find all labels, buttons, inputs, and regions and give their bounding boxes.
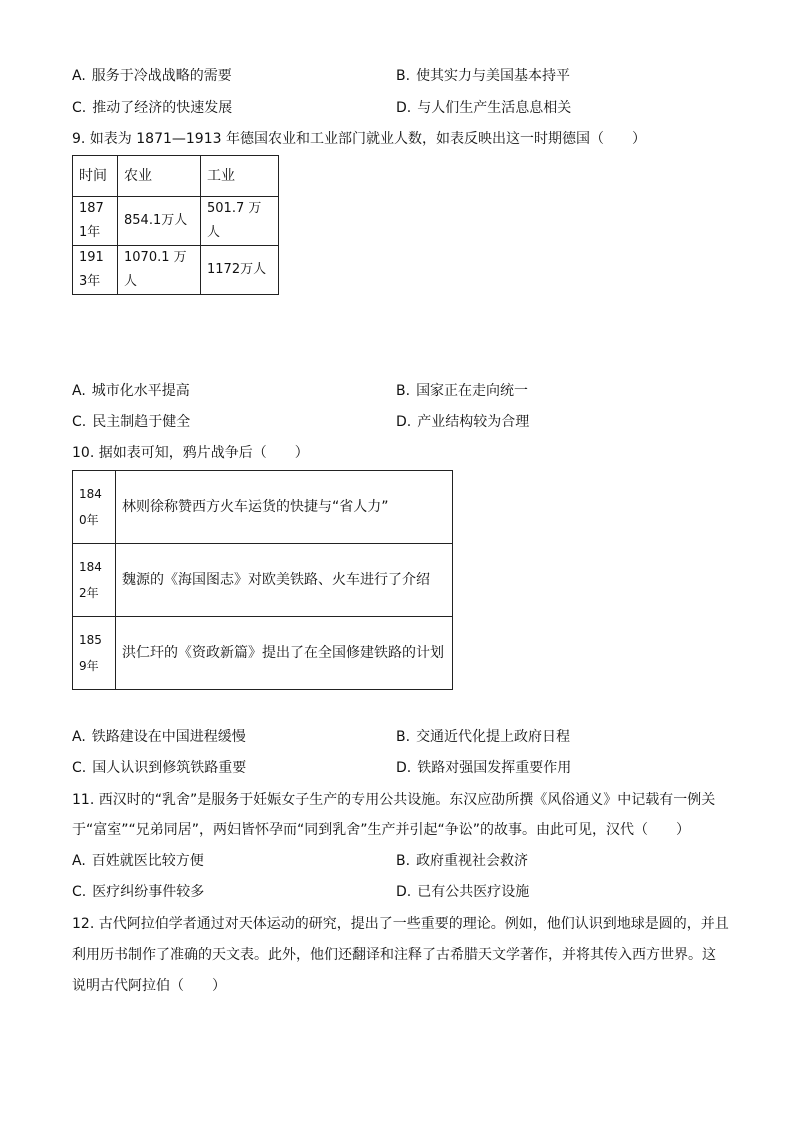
option-text: 政府重视社会救济	[416, 853, 529, 869]
option-text: 与人们生产生活息息相关	[417, 100, 572, 116]
option-label: C.	[72, 760, 87, 776]
option-text: 铁路对强国发挥重要作用	[417, 760, 572, 776]
option-text: 产业结构较为合理	[417, 414, 530, 430]
table-cell-event: 林则徐称赞西方火车运货的快捷与“省人力”	[116, 471, 453, 544]
option-text: 国人认识到修筑铁路重要	[92, 760, 247, 776]
q8-option-c[interactable]	[72, 98, 232, 118]
q11-option-a[interactable]	[72, 851, 204, 871]
table-cell-year: 1859年	[73, 617, 116, 690]
q10-option-b[interactable]	[396, 727, 570, 747]
table-row	[73, 246, 279, 295]
q9-option-d[interactable]	[396, 412, 529, 432]
q10-stem: 10. 据如表可知，鸦片战争后（ ）	[72, 445, 309, 461]
q11-stem-line-1: 11. 西汉时的“乳舍”是服务于妊娠女子生产的专用公共设施。东汉应劭所撰《风俗通义》中记载有一例关	[72, 792, 716, 808]
q12-stem-line-1: 12. 古代阿拉伯学者通过对天体运动的研究，提出了一些重要的理论。例如，他们认识到地球是圆的，并且	[72, 916, 729, 932]
option-label: B.	[396, 383, 411, 399]
table-cell: 854.1万人	[118, 197, 201, 246]
option-label: C.	[72, 414, 87, 430]
option-text: 铁路建设在中国进程缓慢	[91, 729, 246, 745]
option-text: 已有公共医疗设施	[417, 884, 530, 900]
q8-option-b[interactable]	[396, 66, 570, 86]
q9-stem: 9. 如表为 1871—1913 年德国农业和工业部门就业人数，如表反映出这一时期德国（ ）	[72, 131, 646, 147]
q8-option-d[interactable]	[396, 98, 571, 118]
option-text: 民主制趋于健全	[92, 414, 191, 430]
table-cell-year: 1842年	[73, 544, 116, 617]
option-label: D.	[396, 760, 412, 776]
q11-option-d[interactable]	[396, 882, 529, 902]
table-cell: 1070.1 万人	[118, 246, 201, 295]
q12-stem-line-3: 说明古代阿拉伯（ ）	[72, 978, 226, 994]
q12-stem-line-2: 利用历书制作了准确的天文表。此外，他们还翻译和注释了古希腊天文学著作，并将其传入西方世界。这	[72, 947, 716, 963]
table-header-cell: 工业	[201, 156, 279, 197]
table-cell: 1172万人	[201, 246, 279, 295]
option-label: A.	[72, 853, 86, 869]
q9-option-a[interactable]	[72, 381, 190, 401]
table-cell: 1913年	[73, 246, 118, 295]
table-row	[73, 617, 453, 690]
q9-option-b[interactable]	[396, 381, 528, 401]
q9-option-c[interactable]	[72, 412, 190, 432]
table-cell: 1871年	[73, 197, 118, 246]
q10-option-a[interactable]	[72, 727, 246, 747]
q9-table	[72, 155, 279, 295]
table-header-cell: 农业	[118, 156, 201, 197]
option-label: A.	[72, 68, 86, 84]
option-label: B.	[396, 729, 411, 745]
option-label: C.	[72, 100, 87, 116]
q11-stem-line-2: 于“富室”“兄弟同居”，两妇皆怀孕而“同到乳舍”生产并引起“争讼”的故事。由此可见，汉代（ ）	[72, 822, 691, 838]
q10-option-c[interactable]	[72, 758, 246, 778]
table-cell-event: 魏源的《海国图志》对欧美铁路、火车进行了介绍	[116, 544, 453, 617]
q8-option-a[interactable]	[72, 66, 232, 86]
table-header-cell: 时间	[73, 156, 118, 197]
q11-option-b[interactable]	[396, 851, 528, 871]
option-text: 城市化水平提高	[91, 383, 190, 399]
option-text: 服务于冷战战略的需要	[91, 68, 232, 84]
table-row	[73, 197, 279, 246]
option-label: D.	[396, 414, 412, 430]
option-label: D.	[396, 884, 412, 900]
table-header-row	[73, 156, 279, 197]
table-cell-year: 1840年	[73, 471, 116, 544]
option-label: B.	[396, 853, 411, 869]
option-text: 使其实力与美国基本持平	[416, 68, 571, 84]
q10-option-d[interactable]	[396, 758, 571, 778]
option-text: 交通近代化提上政府日程	[416, 729, 571, 745]
table-cell-event: 洪仁玕的《资政新篇》提出了在全国修建铁路的计划	[116, 617, 453, 690]
table-row	[73, 544, 453, 617]
option-label: B.	[396, 68, 411, 84]
option-label: A.	[72, 383, 86, 399]
option-text: 国家正在走向统一	[416, 383, 529, 399]
table-row	[73, 471, 453, 544]
option-text: 推动了经济的快速发展	[92, 100, 233, 116]
q11-option-c[interactable]	[72, 882, 204, 902]
q10-table	[72, 470, 453, 690]
option-label: D.	[396, 100, 412, 116]
option-label: A.	[72, 729, 86, 745]
option-label: C.	[72, 884, 87, 900]
option-text: 医疗纠纷事件较多	[92, 884, 205, 900]
table-cell: 501.7 万人	[201, 197, 279, 246]
option-text: 百姓就医比较方便	[91, 853, 204, 869]
